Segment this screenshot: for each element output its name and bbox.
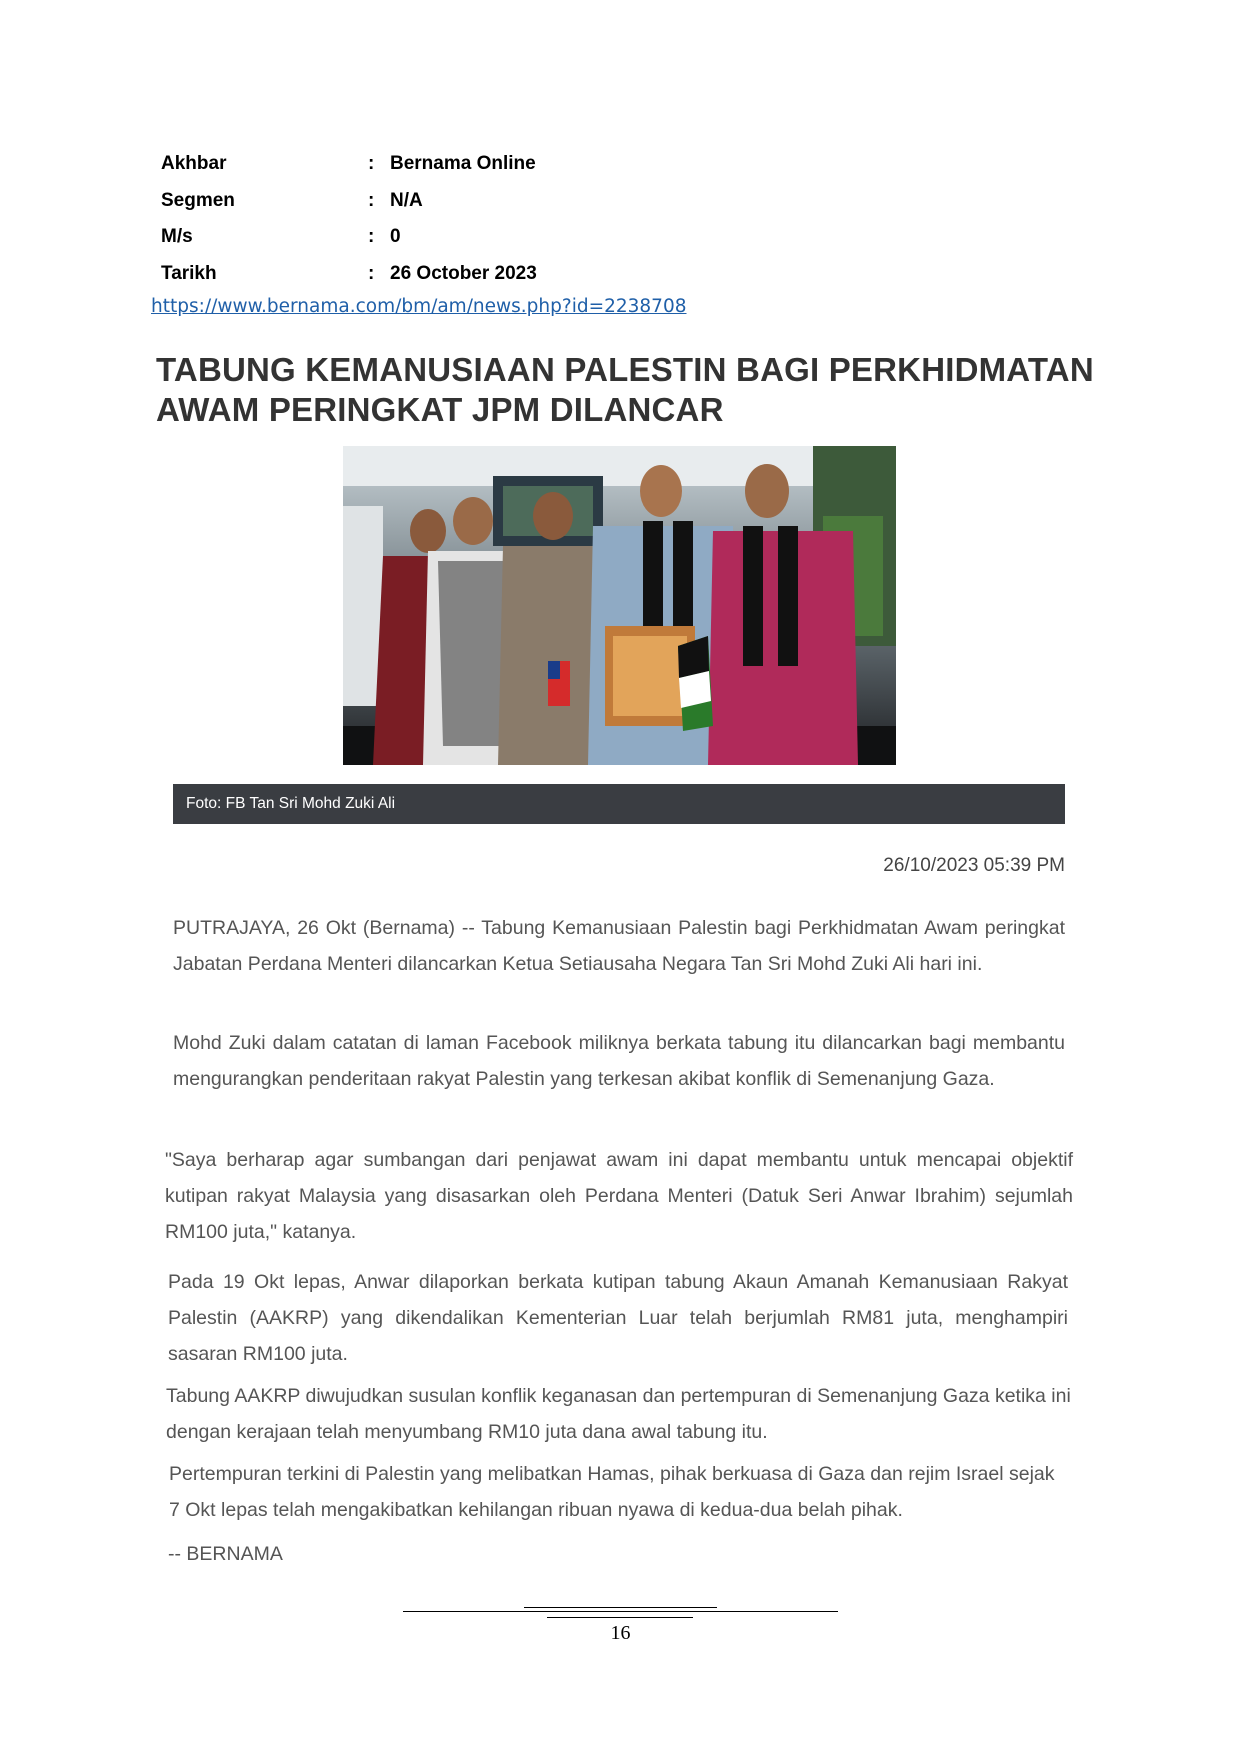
- paragraph-signoff: -- BERNAMA: [168, 1543, 283, 1565]
- photo-caption: Foto: FB Tan Sri Mohd Zuki Ali: [173, 784, 1065, 824]
- meta-row-ms: [161, 219, 537, 256]
- meta-colon: :: [368, 189, 375, 211]
- paragraph: Tabung AAKRP diwujudkan susulan konflik keganasan dan pertempuran di Semenanjung Gaza ketika ini dengan kerajaan telah menyumbang RM10 juta dana awal tabung itu.: [166, 1385, 1071, 1443]
- article-timestamp: 26/10/2023 05:39 PM: [883, 855, 1065, 876]
- paragraph: Pertempuran terkini di Palestin yang melibatkan Hamas, pihak berkuasa di Gaza dan rejim Israel sejak 7 Okt lepas telah mengakibatkan kehilangan ribuan nyawa di kedua-dua belah pihak.: [169, 1463, 1055, 1521]
- meta-value: 0: [390, 226, 401, 248]
- paragraph: PUTRAJAYA, 26 Okt (Bernama) -- Tabung Kemanusiaan Palestin bagi Perkhidmatan Awam peringkat Jabatan Perdana Menteri dilancarkan Ketua Setiausaha Negara Tan Sri Mohd Zuki Ali hari ini.: [173, 917, 1065, 975]
- meta-row-tarikh: [161, 256, 537, 293]
- meta-value: N/A: [390, 189, 423, 211]
- article-photo: [343, 446, 896, 765]
- footer-rule: [547, 1617, 693, 1618]
- headline-line: AWAM PERINGKAT JPM DILANCAR: [156, 391, 724, 428]
- meta-label: Akhbar: [161, 153, 227, 175]
- meta-label: M/s: [161, 226, 193, 248]
- meta-row-akhbar: [161, 146, 537, 183]
- meta-label: Segmen: [161, 189, 235, 211]
- page-number: 16: [610, 1622, 631, 1644]
- meta-row-segmen: [161, 183, 537, 220]
- meta-value: 26 October 2023: [390, 262, 537, 284]
- article-headline: [156, 350, 1096, 430]
- meta-label: Tarikh: [161, 262, 217, 284]
- meta-colon: :: [368, 153, 375, 175]
- paragraph: Pada 19 Okt lepas, Anwar dilaporkan berkata kutipan tabung Akaun Amanah Kemanusiaan Rakyat Palestin (AAKRP) yang dikendalikan Kementerian Luar telah berjumlah RM81 juta, menghampiri sasaran RM100 juta.: [168, 1271, 1068, 1365]
- article-link[interactable]: https://www.bernama.com/bm/am/news.php?id=2238708: [151, 296, 687, 317]
- headline-line: TABUNG KEMANUSIAAN PALESTIN BAGI PERKHIDMATAN: [156, 351, 1094, 388]
- paragraph: Mohd Zuki dalam catatan di laman Facebook miliknya berkata tabung itu dilancarkan bagi membantu mengurangkan penderitaan rakyat Palestin yang terkesan akibat konflik di Semenanjung Gaza.: [173, 1032, 1065, 1090]
- photo-illustration: [343, 446, 896, 765]
- meta-value: Bernama Online: [390, 153, 536, 175]
- metadata-table: [161, 146, 537, 292]
- meta-colon: :: [368, 226, 375, 248]
- meta-colon: :: [368, 262, 375, 284]
- paragraph: "Saya berharap agar sumbangan dari penjawat awam ini dapat membantu untuk mencapai objektif kutipan rakyat Malaysia yang disasarkan oleh Perdana Menteri (Datuk Seri Anwar Ibrahim) sejumlah RM100 juta," katanya.: [165, 1149, 1073, 1243]
- footer-rule: [524, 1607, 717, 1608]
- footer-rule: [403, 1611, 838, 1612]
